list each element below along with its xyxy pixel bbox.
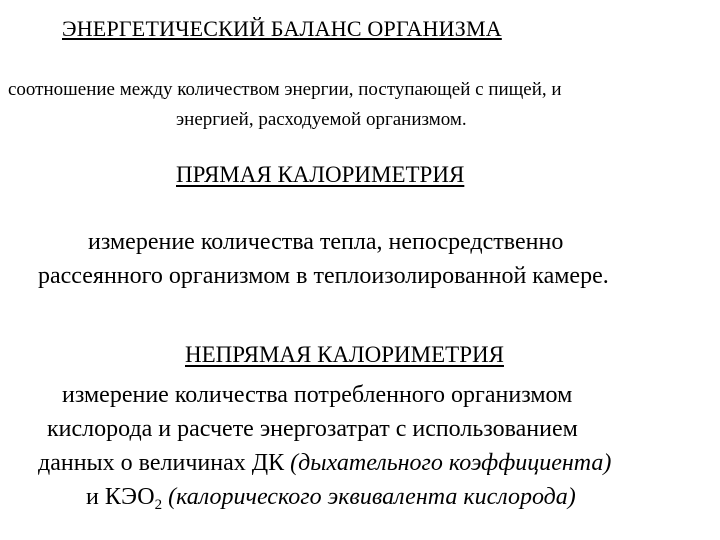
definition-line-1: соотношение между количеством энергии, поступающей с пищей, и [8, 79, 562, 100]
respiratory-coefficient-text: (дыхательного коэффициента) [290, 450, 612, 476]
direct-calorimetry-heading: ПРЯМАЯ КАЛОРИМЕТРИЯ [176, 162, 465, 187]
indirect-calorimetry-line-1: измерение количества потребленного организмом [62, 382, 573, 408]
slide-title: ЭНЕРГЕТИЧЕСКИЙ БАЛАНС ОРГАНИЗМА [62, 16, 502, 41]
definition-line-2: энергией, расходуемой организмом. [176, 109, 467, 130]
caloric-equivalent-text: (калорического эквивалента кислорода) [168, 484, 576, 510]
keo-prefix: и КЭО [86, 484, 155, 510]
direct-calorimetry-line-2: рассеянного организмом в теплоизолированной камере. [38, 263, 609, 289]
keo-subscript: 2 [154, 497, 163, 513]
indirect-calorimetry-line-3-plain: данных о величинах ДК [38, 450, 291, 476]
indirect-calorimetry-heading: НЕПРЯМАЯ КАЛОРИМЕТРИЯ [185, 342, 504, 367]
direct-calorimetry-line-1: измерение количества тепла, непосредственно [88, 229, 564, 255]
indirect-calorimetry-line-2: кислорода и расчете энергозатрат с использованием [47, 416, 578, 442]
indirect-calorimetry-line-3 [38, 451, 611, 475]
indirect-calorimetry-line-4 [86, 484, 576, 513]
